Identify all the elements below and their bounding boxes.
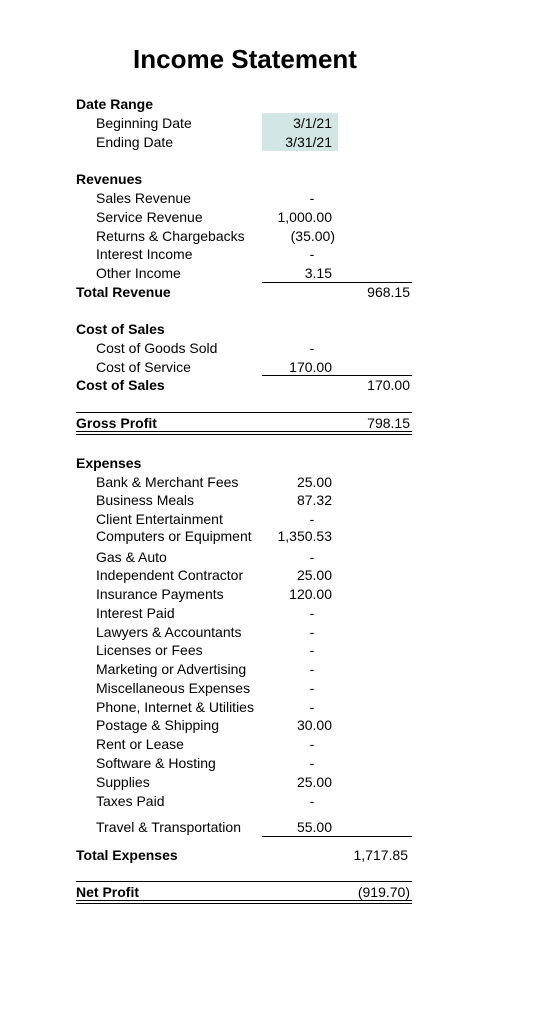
revenue-item-label: Sales Revenue	[96, 190, 191, 206]
cost-of-sales-total-label: Cost of Sales	[76, 377, 165, 393]
expense-item-label: Travel & Transportation	[96, 819, 241, 835]
total-expenses-label: Total Expenses	[76, 847, 178, 863]
expense-item-value: -	[309, 605, 315, 621]
expense-item-value: 1,350.53	[277, 528, 332, 544]
expense-item-value: 120.00	[289, 586, 332, 602]
expense-item-label: Business Meals	[96, 492, 195, 508]
net-profit-label: Net Profit	[76, 884, 139, 900]
gross-profit-label: Gross Profit	[76, 415, 157, 431]
cost-item-value: 170.00	[289, 359, 332, 375]
cost-item-label: Cost of Goods Sold	[96, 340, 218, 356]
expense-item-value: -	[309, 755, 315, 771]
expense-item-label: Bank & Merchant Fees	[96, 474, 239, 490]
expense-item-value: 25.00	[296, 474, 332, 490]
gross-profit-value: 798.15	[367, 415, 410, 431]
expense-item-label: Licenses or Fees	[96, 642, 203, 658]
net-profit-value: (919.70)	[357, 884, 410, 900]
expense-item-value: 25.00	[296, 567, 332, 583]
expense-item-value: -	[309, 680, 315, 696]
expense-item-label: Taxes Paid	[96, 793, 165, 809]
expense-item-value: -	[309, 661, 315, 677]
cost-of-sales-heading: Cost of Sales	[76, 321, 165, 337]
beginning-date-value[interactable]: 3/1/21	[293, 115, 332, 131]
expense-item-value: 87.32	[296, 492, 332, 508]
revenue-item-label: Interest Income	[96, 246, 193, 262]
gross-profit-double-rule	[76, 431, 412, 435]
expense-item-value: -	[309, 793, 315, 809]
expense-item-value: -	[309, 624, 315, 640]
revenue-item-value: (35.00)	[290, 228, 335, 244]
expense-item-label: Postage & Shipping	[96, 717, 219, 733]
revenue-item-label: Other Income	[96, 265, 181, 281]
expense-item-label: Lawyers & Accountants	[96, 624, 242, 640]
revenue-item-label: Returns & Chargebacks	[96, 228, 245, 244]
cost-item-label: Cost of Service	[96, 359, 191, 375]
expense-item-value: 25.00	[296, 774, 332, 790]
expense-item-label: Software & Hosting	[96, 755, 216, 771]
expenses-heading: Expenses	[76, 455, 142, 471]
expense-item-label: Miscellaneous Expenses	[96, 680, 251, 696]
expense-item-label: Rent or Lease	[96, 736, 184, 752]
revenue-item-value: 3.15	[304, 265, 332, 281]
expense-item-label: Phone, Internet & Utilities	[96, 699, 254, 715]
expense-item-value: -	[309, 549, 315, 565]
ending-date-label: Ending Date	[96, 134, 174, 150]
expense-item-label: Gas & Auto	[96, 549, 167, 565]
cost-item-value: -	[309, 340, 315, 356]
expense-item-value: -	[309, 511, 315, 527]
beginning-date-label: Beginning Date	[96, 115, 192, 131]
net-profit-double-rule	[76, 900, 412, 904]
total-expenses-value: 1,717.85	[353, 847, 408, 863]
expense-item-value: -	[309, 699, 315, 715]
gross-profit-top-rule	[76, 412, 412, 413]
revenues-heading: Revenues	[76, 171, 143, 187]
expense-item-label: Marketing or Advertising	[96, 661, 247, 677]
expense-item-value: -	[309, 642, 315, 658]
revenue-item-label: Service Revenue	[96, 209, 203, 225]
expense-item-label: Insurance Payments	[96, 586, 224, 602]
expense-item-value: 30.00	[296, 717, 332, 733]
net-profit-top-rule	[76, 881, 412, 882]
revenue-item-value: -	[309, 246, 315, 262]
expense-item-label: Independent Contractor	[96, 567, 244, 583]
revenue-item-value: 1,000.00	[277, 209, 332, 225]
cost-of-sales-total-value: 170.00	[367, 377, 410, 393]
total-revenue-label: Total Revenue	[76, 284, 171, 300]
page-title: Income Statement	[133, 44, 357, 74]
revenue-item-value: -	[309, 190, 315, 206]
expense-item-label: Supplies	[96, 774, 150, 790]
expense-item-label: Computers or Equipment	[96, 528, 252, 544]
expense-item-value: -	[309, 736, 315, 752]
date-range-heading: Date Range	[76, 96, 154, 112]
expense-item-label: Interest Paid	[96, 605, 175, 621]
total-revenue-value: 968.15	[367, 284, 410, 300]
expense-item-label: Client Entertainment	[96, 511, 223, 527]
subtotal-rule	[262, 836, 412, 837]
expense-item-value: 55.00	[296, 819, 332, 835]
ending-date-value[interactable]: 3/31/21	[285, 134, 332, 150]
